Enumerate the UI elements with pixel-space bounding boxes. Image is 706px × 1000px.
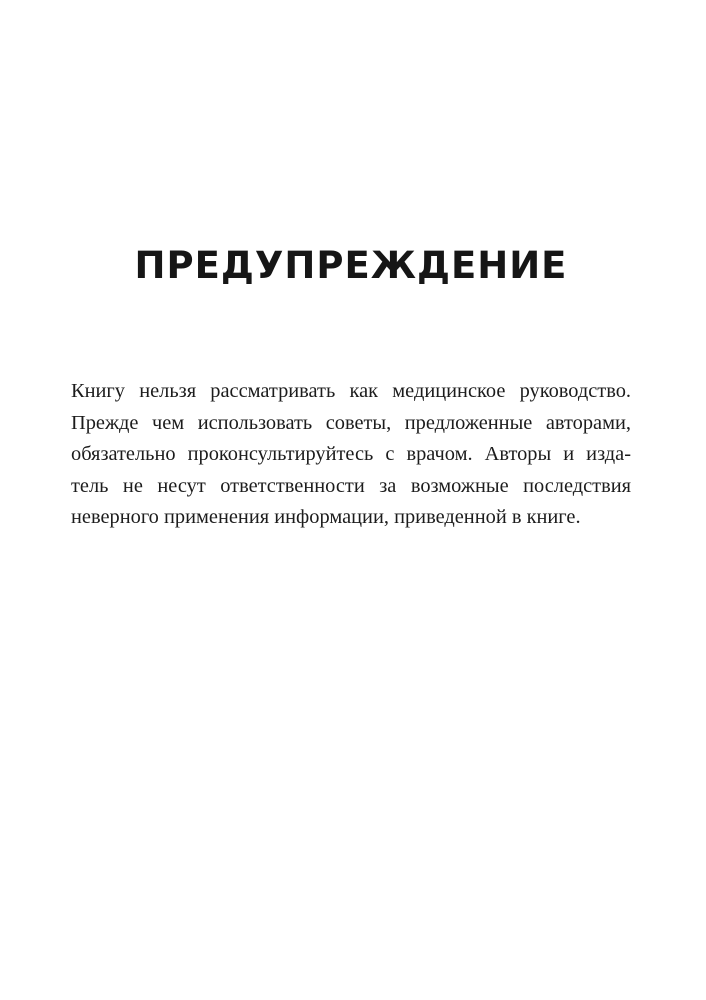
paragraph-line: Книгу нельзя рассматривать как медицинское руководство.: [71, 380, 631, 402]
warning-paragraph: [71, 376, 631, 534]
paragraph-line: обязательно проконсультируйтесь с врачом. Авторы и изда-: [71, 443, 631, 465]
page-title: ПРЕДУПРЕЖДЕНИЕ: [134, 244, 568, 287]
paragraph-line: неверного применения информации, приведенной в книге.: [71, 506, 581, 528]
paragraph-line: тель не несут ответственности за возможные последствия: [71, 474, 631, 497]
paragraph-line: Прежде чем использовать советы, предложенные авторами,: [71, 411, 631, 434]
